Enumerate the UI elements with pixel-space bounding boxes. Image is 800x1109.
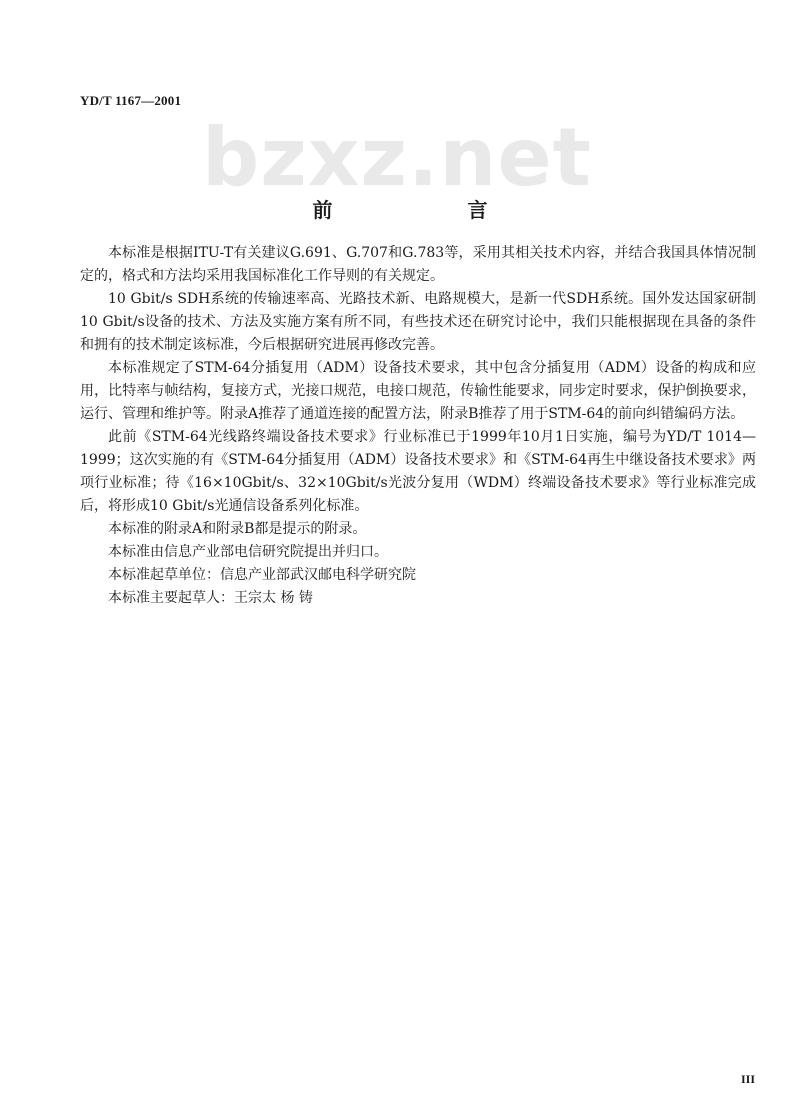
paragraph-5: 本标准的附录A和附录B都是提示的附录。	[108, 521, 367, 537]
paragraph-2: 10 Gbit/s SDH系统的传输速率高、光路技术新、电路规模大，是新一代SDH系统。国外发达国家研制10 Gbit/s设备的技术、方法及实施方案有所不同，有些技术还在研究讨论中，我们只能根据现在具备的条件和拥有的技术制定该标准，今后根据研究进展再修改完善。	[80, 291, 756, 353]
paragraph-3: 本标准规定了STM-64分插复用（ADM）设备技术要求，其中包含分插复用（ADM）设备的构成和应用，比特率与帧结构，复接方式，光接口规范，电接口规范，传输性能要求，同步定时要求，保护倒换要求，运行、管理和维护等。附录A推荐了通道连接的配置方法，附录B推荐了用于STM-64的前向纠错编码方法。	[80, 360, 756, 422]
paragraph-6: 本标准由信息产业部电信研究院提出并归口。	[108, 544, 388, 560]
foreword-body	[80, 242, 756, 610]
paragraph-7: 本标准起草单位：信息产业部武汉邮电科学研究院	[108, 567, 416, 583]
page-title: 前 言	[312, 198, 552, 222]
paragraph-1: 本标准是根据ITU-T有关建议G.691、G.707和G.783等，采用其相关技术内容，并结合我国具体情况制定的，格式和方法均采用我国标准化工作导则的有关规定。	[80, 245, 756, 284]
paragraph-8: 本标准主要起草人：王宗太 杨 铸	[108, 590, 313, 606]
paragraph-4: 此前《STM-64光线路终端设备技术要求》行业标准已于1999年10月1日实施，编号为YD/T 1014—1999；这次实施的有《STM-64分插复用（ADM）设备技术要求》和《STM-64再生中继设备技术要求》两项行业标准；待《16×10Gbit/s、32×10Gbit/s光波分复用（WDM）终端设备技术要求》等行业标准完成后，将形成10 Gbit/s光通信设备系列化标准。	[80, 429, 756, 514]
standard-code: YD/T 1167—2001	[80, 93, 182, 108]
page-number: III	[741, 1072, 756, 1086]
watermark: bzxz.net	[202, 111, 592, 204]
